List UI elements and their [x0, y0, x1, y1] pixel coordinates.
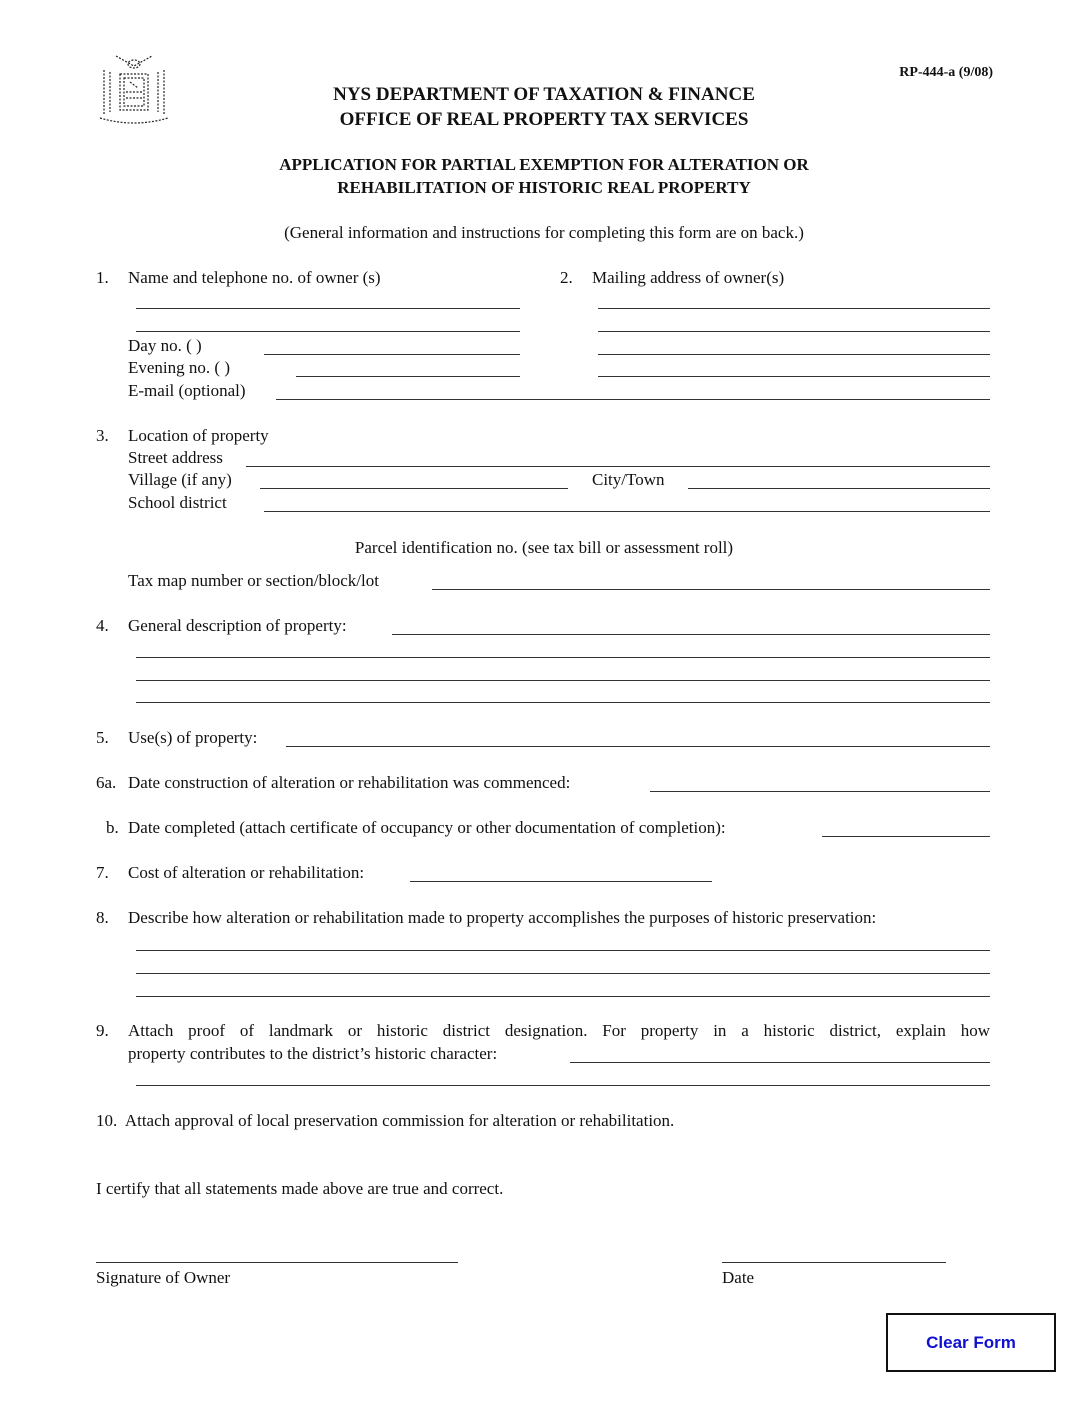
q2-number: 2.: [560, 268, 573, 287]
q6a-label: Date construction of alteration or rehabilitation was commenced:: [128, 773, 571, 792]
q7-label: Cost of alteration or rehabilitation:: [128, 863, 365, 882]
owner-name-field-1[interactable]: [136, 290, 520, 309]
city-town-label: City/Town: [592, 470, 665, 489]
tax-map-label: Tax map number or section/block/lot: [128, 571, 379, 590]
q6b-label: Date completed (attach certificate of occupancy or other documentation of completion):: [128, 818, 726, 837]
evening-phone-label: Evening no. ( ): [128, 358, 230, 377]
preservation-description-field-3[interactable]: [136, 978, 990, 997]
date-completed-field[interactable]: [822, 818, 990, 837]
q10-text: [96, 1111, 674, 1131]
village-label: Village (if any): [128, 470, 232, 489]
q9-text-line2: property contributes to the district’s historic character:: [128, 1044, 498, 1063]
day-phone-field[interactable]: [264, 336, 520, 355]
parcel-heading: Parcel identification no. (see tax bill or assessment roll): [354, 538, 734, 557]
mailing-address-field-4[interactable]: [598, 358, 990, 377]
q6b-number: b.: [106, 818, 119, 837]
property-description-field-2[interactable]: [136, 639, 990, 658]
date-commenced-field[interactable]: [650, 773, 990, 792]
mailing-address-field-3[interactable]: [598, 336, 990, 355]
day-phone-label: Day no. ( ): [128, 336, 202, 355]
tax-map-field[interactable]: [432, 571, 990, 590]
property-description-field-3[interactable]: [136, 662, 990, 681]
q10-label: Attach approval of local preservation commission for alteration or rehabilitation.: [124, 1111, 675, 1130]
city-town-field[interactable]: [688, 470, 990, 489]
form-id: RP-444-a (9/08): [899, 65, 993, 80]
date-field[interactable]: [722, 1244, 946, 1263]
q3-number: 3.: [96, 426, 109, 445]
preservation-description-field-2[interactable]: [136, 955, 990, 974]
historic-character-field-2[interactable]: [136, 1067, 990, 1086]
email-label: E-mail (optional): [128, 381, 246, 400]
q9-text-line1: Attach proof of landmark or historic district designation. For property in a historic district, explain how: [128, 1021, 990, 1040]
q1-label: Name and telephone no. of owner (s): [128, 268, 381, 287]
q3-label: Location of property: [128, 426, 269, 445]
q8-number: 8.: [96, 908, 109, 927]
dept-title-line1: NYS DEPARTMENT OF TAXATION & FINANCE: [333, 84, 755, 105]
q4-label: General description of property:: [128, 616, 347, 635]
q2-label: Mailing address of owner(s): [592, 268, 785, 287]
evening-phone-field[interactable]: [296, 358, 520, 377]
certification-statement: I certify that all statements made above are true and correct.: [96, 1179, 504, 1198]
street-address-label: Street address: [128, 448, 223, 467]
mailing-address-field-1[interactable]: [598, 290, 990, 309]
signature-label: Signature of Owner: [96, 1268, 231, 1287]
q7-number: 7.: [96, 863, 109, 882]
property-use-field[interactable]: [286, 728, 990, 747]
form-title-line2: REHABILITATION OF HISTORIC REAL PROPERTY: [337, 178, 751, 197]
historic-character-field-1[interactable]: [570, 1044, 990, 1063]
q4-number: 4.: [96, 616, 109, 635]
q1-number: 1.: [96, 268, 109, 287]
property-description-field-4[interactable]: [136, 684, 990, 703]
cost-field[interactable]: [410, 863, 712, 882]
q5-label: Use(s) of property:: [128, 728, 258, 747]
clear-form-button[interactable]: Clear Form: [886, 1313, 1056, 1372]
signature-field[interactable]: [96, 1244, 458, 1263]
q10-number: 10.: [96, 1111, 118, 1130]
form-title-line1: APPLICATION FOR PARTIAL EXEMPTION FOR ALTERATION OR: [279, 155, 809, 174]
date-label: Date: [722, 1268, 755, 1287]
street-address-field[interactable]: [246, 448, 990, 467]
q9-number: 9.: [96, 1021, 109, 1040]
property-description-field-1[interactable]: [392, 616, 990, 635]
school-district-label: School district: [128, 493, 227, 512]
school-district-field[interactable]: [264, 493, 990, 512]
village-field[interactable]: [260, 470, 568, 489]
mailing-address-field-2[interactable]: [598, 313, 990, 332]
q5-number: 5.: [96, 728, 109, 747]
email-field[interactable]: [276, 381, 990, 400]
q6a-number: 6a.: [96, 773, 117, 792]
dept-title-line2: OFFICE OF REAL PROPERTY TAX SERVICES: [339, 109, 749, 130]
owner-name-field-2[interactable]: [136, 313, 520, 332]
preservation-description-field-1[interactable]: [136, 932, 990, 951]
instructions-note: (General information and instructions for completing this form are on back.): [284, 223, 804, 242]
q8-label: Describe how alteration or rehabilitation made to property accomplishes the purposes of historic preservation:: [128, 908, 877, 927]
